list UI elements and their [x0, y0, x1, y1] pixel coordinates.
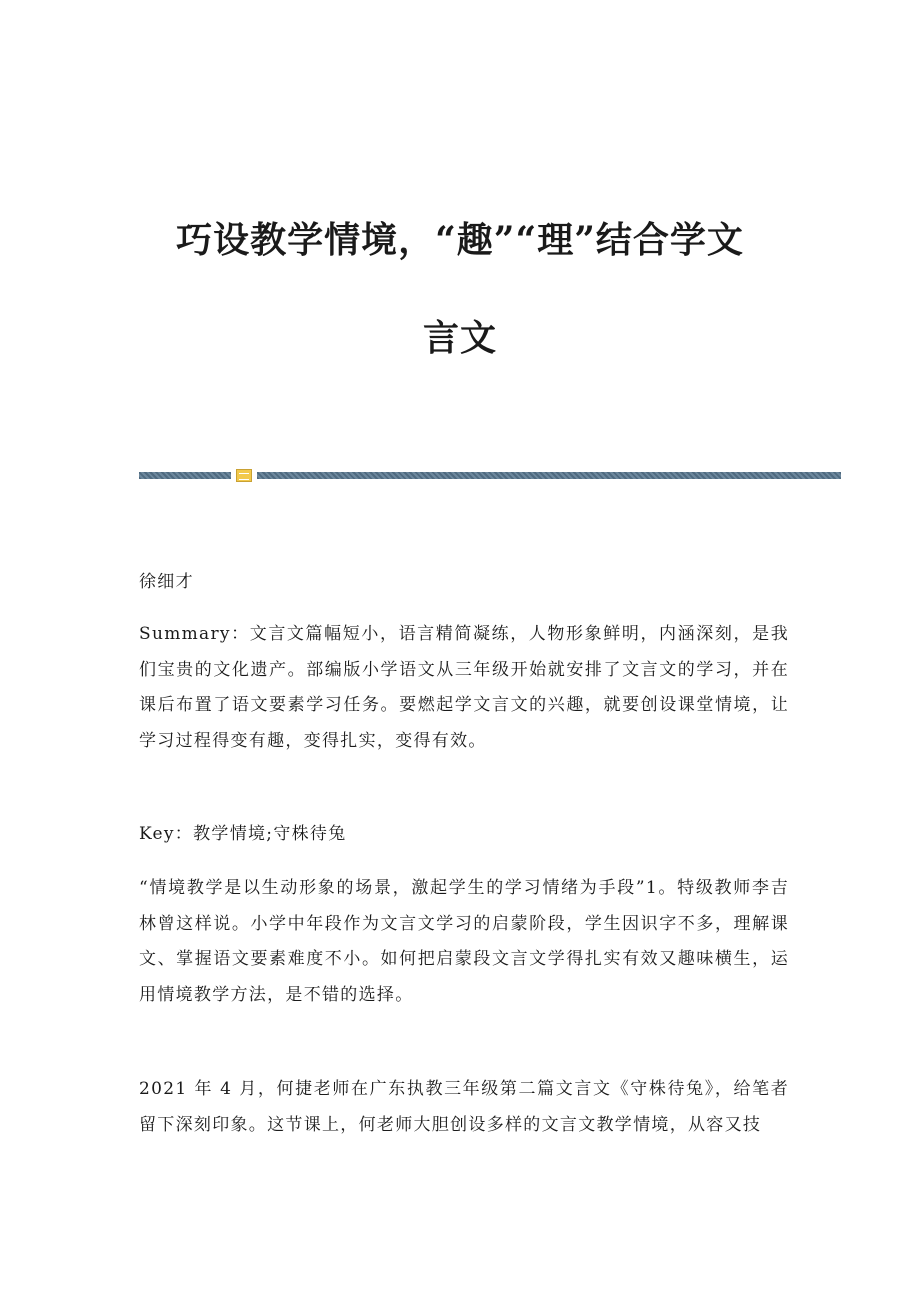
divider-bar-left: [139, 472, 231, 479]
author-name: 徐细才: [139, 572, 194, 592]
summary-paragraph: [139, 617, 789, 759]
document-title-line-2: 言文: [422, 317, 497, 359]
keywords-line: [139, 817, 789, 853]
title-divider: [139, 469, 841, 483]
document-title-line-1: 巧设教学情境，“趣”“理”结合学文: [176, 219, 744, 261]
summary-label: Summary：: [139, 624, 250, 644]
body-paragraph-2: 2021 年 4 月，何捷老师在广东执教三年级第二篇文言文《守株待兔》，给笔者留下深刻印象。这节课上，何老师大胆创设多样的文言文教学情境，从容又技: [139, 1079, 789, 1135]
divider-bar-right: [257, 472, 841, 479]
keywords-text: 教学情境;守株待兔: [193, 824, 347, 844]
summary-text: 文言文篇幅短小，语言精简凝练，人物形象鲜明，内涵深刻，是我们宝贵的文化遗产。部编版小学语文从三年级开始就安排了文言文的学习，并在课后布置了语文要素学习任务。要燃起学文言文的兴趣，就要创设课堂情境，让学习过程得变有趣，变得扎实，变得有效。: [139, 624, 789, 751]
body-paragraph-1: “情境教学是以生动形象的场景，激起学生的学习情绪为手段”1。特级教师李吉林曾这样说。小学中年段作为文言文学习的启蒙阶段，学生因识字不多，理解课文、掌握语文要素难度不小。如何把启蒙段文言文学得扎实有效又趣味横生，运用情境教学方法，是不错的选择。: [139, 878, 789, 1005]
envelope-icon: [236, 469, 252, 482]
keywords-label: Key：: [139, 824, 194, 844]
